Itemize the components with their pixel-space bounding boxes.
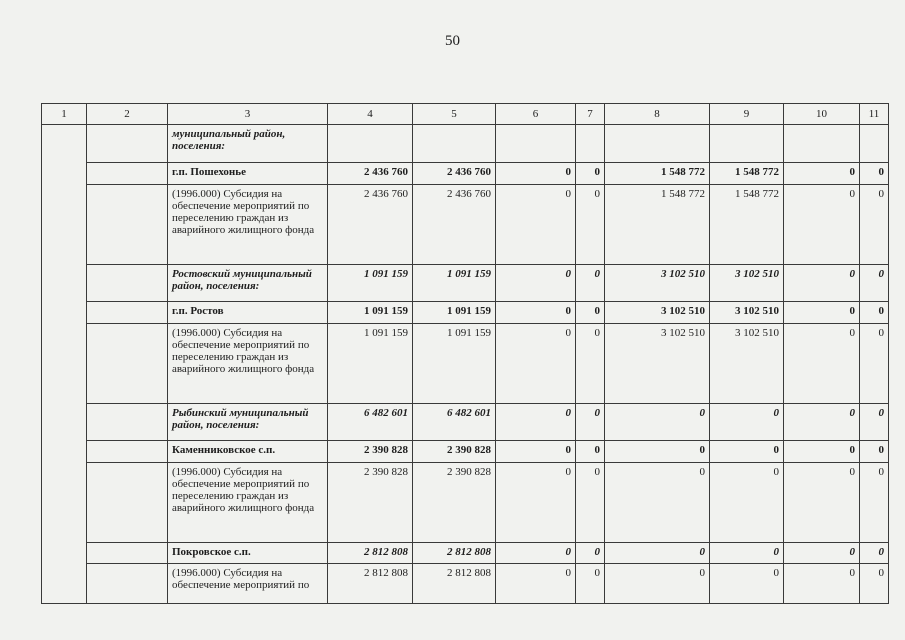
table-row xyxy=(42,564,889,604)
value-cell: 2 436 760 xyxy=(328,163,413,185)
header-cell: 6 xyxy=(496,104,576,125)
col2-cell xyxy=(87,463,168,543)
value-cell: 0 xyxy=(710,463,784,543)
row-label: г.п. Ростов xyxy=(168,302,328,324)
value-cell: 0 xyxy=(576,185,605,265)
value-cell: 0 xyxy=(860,302,889,324)
table-row xyxy=(42,543,889,564)
value-cell: 0 xyxy=(710,543,784,564)
value-cell: 0 xyxy=(784,404,860,441)
value-cell xyxy=(784,125,860,163)
value-cell: 0 xyxy=(496,324,576,404)
table-row xyxy=(42,125,889,163)
value-cell: 2 812 808 xyxy=(328,543,413,564)
value-cell: 3 102 510 xyxy=(605,324,710,404)
value-cell: 0 xyxy=(784,163,860,185)
value-cell: 0 xyxy=(605,463,710,543)
value-cell: 3 102 510 xyxy=(605,265,710,302)
header-cell: 7 xyxy=(576,104,605,125)
value-cell: 6 482 601 xyxy=(413,404,496,441)
header-cell: 3 xyxy=(168,104,328,125)
value-cell: 0 xyxy=(576,441,605,463)
table-row xyxy=(42,185,889,265)
value-cell: 2 436 760 xyxy=(413,185,496,265)
value-cell: 0 xyxy=(784,543,860,564)
value-cell: 0 xyxy=(576,265,605,302)
table-row xyxy=(42,404,889,441)
value-cell: 6 482 601 xyxy=(328,404,413,441)
value-cell: 0 xyxy=(784,324,860,404)
value-cell: 0 xyxy=(860,543,889,564)
value-cell xyxy=(860,125,889,163)
value-cell xyxy=(576,125,605,163)
value-cell: 1 091 159 xyxy=(413,265,496,302)
header-cell: 11 xyxy=(860,104,889,125)
header-cell: 5 xyxy=(413,104,496,125)
col2-cell xyxy=(87,125,168,163)
header-cell: 1 xyxy=(42,104,87,125)
table-row xyxy=(42,163,889,185)
header-cell: 2 xyxy=(87,104,168,125)
value-cell: 0 xyxy=(496,441,576,463)
value-cell: 2 436 760 xyxy=(413,163,496,185)
col2-cell xyxy=(87,564,168,604)
value-cell: 0 xyxy=(784,441,860,463)
row-label: (1996.000) Субсидия на обеспечение мероприятий по переселению граждан из аварийного жилищного фонда xyxy=(168,185,328,265)
row-label: Ростовский муниципальный район, поселения: xyxy=(168,265,328,302)
value-cell: 0 xyxy=(710,441,784,463)
value-cell: 1 091 159 xyxy=(328,265,413,302)
value-cell: 0 xyxy=(784,463,860,543)
value-cell: 0 xyxy=(496,302,576,324)
value-cell: 0 xyxy=(605,543,710,564)
row-label: муниципальный район, поселения: xyxy=(168,125,328,163)
value-cell: 0 xyxy=(860,185,889,265)
row-label: г.п. Пошехонье xyxy=(168,163,328,185)
value-cell: 0 xyxy=(576,543,605,564)
value-cell: 0 xyxy=(710,564,784,604)
col2-cell xyxy=(87,441,168,463)
value-cell: 3 102 510 xyxy=(710,302,784,324)
value-cell: 1 548 772 xyxy=(605,163,710,185)
table-row xyxy=(42,441,889,463)
table-row xyxy=(42,463,889,543)
value-cell: 0 xyxy=(784,265,860,302)
value-cell: 1 548 772 xyxy=(605,185,710,265)
value-cell xyxy=(496,125,576,163)
value-cell: 0 xyxy=(605,404,710,441)
value-cell xyxy=(605,125,710,163)
value-cell: 2 812 808 xyxy=(413,564,496,604)
value-cell: 0 xyxy=(576,324,605,404)
value-cell: 0 xyxy=(860,463,889,543)
value-cell: 1 091 159 xyxy=(328,324,413,404)
value-cell: 3 102 510 xyxy=(710,324,784,404)
value-cell: 0 xyxy=(860,265,889,302)
value-cell: 0 xyxy=(496,564,576,604)
col2-cell xyxy=(87,302,168,324)
value-cell: 0 xyxy=(576,404,605,441)
value-cell: 0 xyxy=(605,564,710,604)
row-label: (1996.000) Субсидия на обеспечение мероприятий по xyxy=(168,564,328,604)
value-cell: 2 390 828 xyxy=(328,463,413,543)
value-cell: 3 102 510 xyxy=(710,265,784,302)
value-cell: 1 548 772 xyxy=(710,163,784,185)
header-cell: 9 xyxy=(710,104,784,125)
row-label: Покровское с.п. xyxy=(168,543,328,564)
value-cell: 1 091 159 xyxy=(413,324,496,404)
budget-table xyxy=(41,103,889,604)
table-row xyxy=(42,324,889,404)
value-cell: 2 812 808 xyxy=(413,543,496,564)
value-cell: 0 xyxy=(576,463,605,543)
value-cell: 0 xyxy=(496,185,576,265)
value-cell: 0 xyxy=(784,564,860,604)
value-cell: 0 xyxy=(860,163,889,185)
value-cell: 3 102 510 xyxy=(605,302,710,324)
col1-cell xyxy=(42,125,87,604)
row-label: Рыбинский муниципальный район, поселения: xyxy=(168,404,328,441)
value-cell: 0 xyxy=(496,163,576,185)
col2-cell xyxy=(87,265,168,302)
value-cell: 0 xyxy=(496,265,576,302)
header-cell: 8 xyxy=(605,104,710,125)
value-cell: 1 091 159 xyxy=(413,302,496,324)
col2-cell xyxy=(87,404,168,441)
col2-cell xyxy=(87,543,168,564)
value-cell: 1 548 772 xyxy=(710,185,784,265)
value-cell: 2 436 760 xyxy=(328,185,413,265)
value-cell: 0 xyxy=(496,463,576,543)
row-label: (1996.000) Субсидия на обеспечение мероприятий по переселению граждан из аварийного жилищного фонда xyxy=(168,463,328,543)
table-row xyxy=(42,302,889,324)
value-cell xyxy=(328,125,413,163)
col2-cell xyxy=(87,185,168,265)
table-header-row xyxy=(42,104,889,125)
value-cell: 0 xyxy=(860,324,889,404)
col2-cell xyxy=(87,324,168,404)
value-cell: 0 xyxy=(576,564,605,604)
value-cell: 2 812 808 xyxy=(328,564,413,604)
value-cell xyxy=(413,125,496,163)
value-cell: 0 xyxy=(496,404,576,441)
value-cell: 0 xyxy=(605,441,710,463)
value-cell: 2 390 828 xyxy=(413,441,496,463)
value-cell xyxy=(710,125,784,163)
page-number: 50 xyxy=(445,33,460,49)
value-cell: 0 xyxy=(784,302,860,324)
value-cell: 0 xyxy=(576,302,605,324)
value-cell: 0 xyxy=(860,564,889,604)
value-cell: 2 390 828 xyxy=(328,441,413,463)
value-cell: 0 xyxy=(860,441,889,463)
value-cell: 0 xyxy=(710,404,784,441)
col2-cell xyxy=(87,163,168,185)
table-row xyxy=(42,265,889,302)
value-cell: 2 390 828 xyxy=(413,463,496,543)
value-cell: 0 xyxy=(576,163,605,185)
row-label: Каменниковское с.п. xyxy=(168,441,328,463)
header-cell: 10 xyxy=(784,104,860,125)
value-cell: 0 xyxy=(496,543,576,564)
value-cell: 0 xyxy=(860,404,889,441)
value-cell: 0 xyxy=(784,185,860,265)
row-label: (1996.000) Субсидия на обеспечение мероприятий по переселению граждан из аварийного жилищного фонда xyxy=(168,324,328,404)
header-cell: 4 xyxy=(328,104,413,125)
value-cell: 1 091 159 xyxy=(328,302,413,324)
